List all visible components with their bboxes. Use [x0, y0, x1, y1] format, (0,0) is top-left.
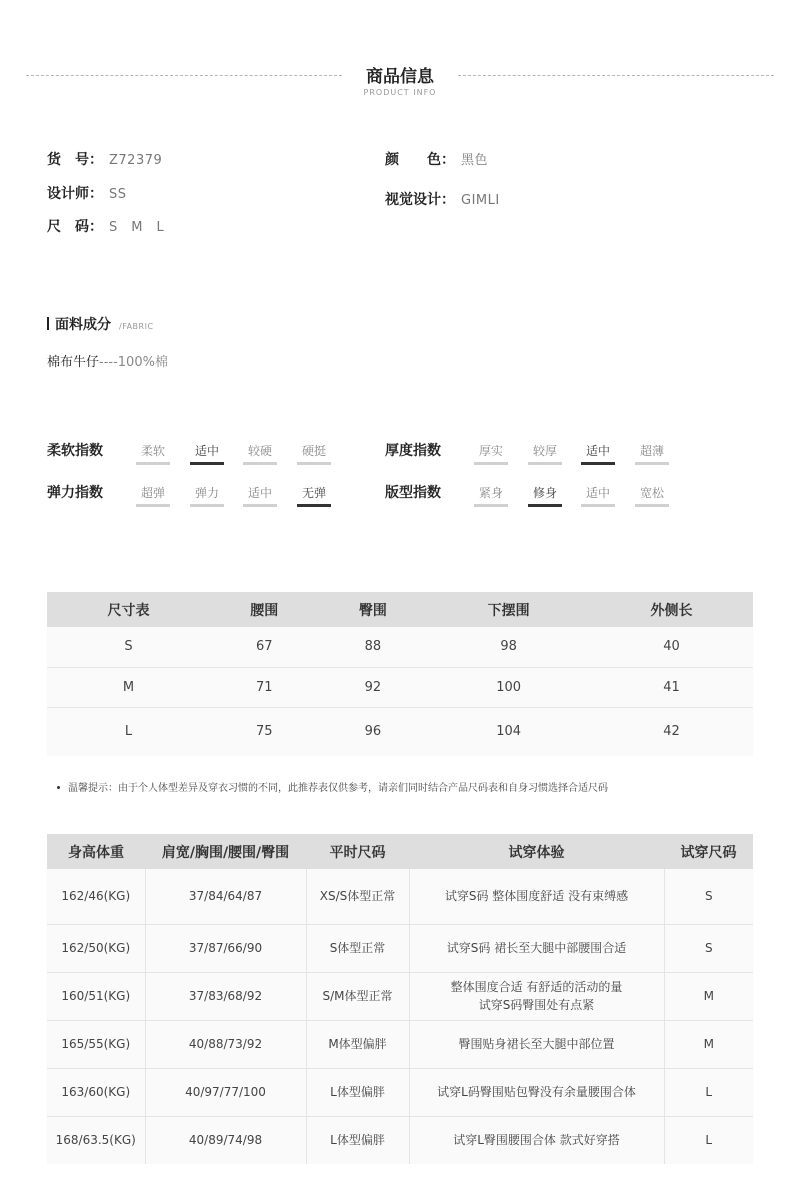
- size-row: [47, 627, 753, 667]
- index-option-label: 较厚: [532, 444, 557, 458]
- index-option: [297, 442, 331, 465]
- index-option: [243, 484, 277, 507]
- table-cell: L: [664, 1116, 753, 1164]
- table-cell: 37/87/66/90: [145, 924, 306, 972]
- column-header: 身高体重: [47, 834, 145, 869]
- index-option-label: 适中: [585, 486, 610, 500]
- index-option-label: 紧身: [478, 486, 503, 500]
- table-cell: 100: [427, 667, 590, 707]
- fitting-row: [47, 1068, 753, 1116]
- index-underline: [474, 462, 508, 465]
- table-cell: 试穿L臀围腰围合体 款式好穿搭: [409, 1116, 664, 1164]
- index-option-label: 弹力: [194, 486, 219, 500]
- info-visual: [385, 189, 500, 209]
- index-underline: [190, 462, 224, 465]
- index-option-selected: [581, 442, 615, 465]
- column-header: 试穿体验: [409, 834, 664, 869]
- index-option-label: 无弹: [301, 486, 326, 500]
- fitting-table: [47, 834, 753, 1164]
- table-cell: L体型偏胖: [306, 1116, 409, 1164]
- table-cell: L体型偏胖: [306, 1068, 409, 1116]
- fabric-dash: ----: [99, 355, 118, 370]
- index-label: 柔软指数: [47, 443, 103, 459]
- table-cell: 98: [427, 627, 590, 667]
- bullet-icon: [57, 786, 60, 789]
- info-value: SS: [109, 187, 127, 202]
- info-color: [385, 149, 488, 169]
- index-underline: [190, 504, 224, 507]
- index-underline: [136, 504, 170, 507]
- index-option: [581, 484, 615, 507]
- index-label: 厚度指数: [385, 443, 441, 459]
- table-cell: 162/50(KG): [47, 924, 145, 972]
- index-underline: [474, 504, 508, 507]
- table-cell: S: [47, 627, 210, 667]
- table-cell: M: [664, 1020, 753, 1068]
- index-underline: [297, 462, 331, 465]
- table-cell: 41: [590, 667, 753, 707]
- table-cell: 40/88/73/92: [145, 1020, 306, 1068]
- table-cell: S: [664, 924, 753, 972]
- fabric-name: 棉布牛仔: [47, 355, 100, 370]
- column-header: 肩宽/胸围/腰围/臀围: [145, 834, 306, 869]
- table-cell: M: [47, 667, 210, 707]
- fitting-table-body: [47, 869, 753, 1164]
- section-header: [0, 62, 790, 102]
- table-cell: 37/83/68/92: [145, 972, 306, 1020]
- index-option-label: 柔软: [140, 444, 165, 458]
- size-row: [47, 707, 753, 756]
- section-subtitle: PRODUCT INFO: [363, 88, 437, 97]
- fitting-row: [47, 924, 753, 972]
- index-option-label: 硬挺: [301, 444, 326, 458]
- info-item-no: [47, 149, 162, 169]
- table-cell: L: [47, 707, 210, 756]
- index-label: 版型指数: [385, 485, 441, 501]
- column-header: 平时尺码: [306, 834, 409, 869]
- info-label: 颜 色：: [385, 152, 455, 168]
- index-underline: [635, 504, 669, 507]
- column-header: 外侧长: [590, 592, 753, 627]
- table-cell: 整体围度合适 有舒适的活动的量 试穿S码臀围处有点紧: [409, 972, 664, 1020]
- table-cell: L: [664, 1068, 753, 1116]
- info-designer: [47, 183, 127, 203]
- index-option-label: 超弹: [140, 486, 165, 500]
- table-cell: S/M体型正常: [306, 972, 409, 1020]
- fabric-title: 面料成分: [55, 317, 111, 333]
- column-header: 臀围: [319, 592, 428, 627]
- fitting-row: [47, 1116, 753, 1164]
- table-cell: M体型偏胖: [306, 1020, 409, 1068]
- table-cell: M: [664, 972, 753, 1020]
- index-option: [474, 484, 508, 507]
- table-cell: 臀围贴身裙长至大腿中部位置: [409, 1020, 664, 1068]
- index-underline: [528, 504, 562, 507]
- table-cell: 试穿L码臀围贴包臀没有余量腰围合体: [409, 1068, 664, 1116]
- index-option-selected: [190, 442, 224, 465]
- index-option-label: 较硬: [247, 444, 272, 458]
- table-cell: 40/97/77/100: [145, 1068, 306, 1116]
- info-size: [47, 216, 164, 236]
- index-underline: [635, 462, 669, 465]
- column-header: 试穿尺码: [664, 834, 753, 869]
- index-option-label: 厚实: [478, 444, 503, 458]
- table-cell: 37/84/64/87: [145, 869, 306, 924]
- table-cell: 71: [210, 667, 319, 707]
- table-cell: 42: [590, 707, 753, 756]
- table-cell: 试穿S码 裙长至大腿中部腰围合适: [409, 924, 664, 972]
- table-cell: 67: [210, 627, 319, 667]
- index-option-label: 适中: [585, 444, 610, 458]
- info-label: 尺 码：: [47, 219, 103, 235]
- index-option-label: 适中: [247, 486, 272, 500]
- table-cell: 163/60(KG): [47, 1068, 145, 1116]
- size-row: [47, 667, 753, 707]
- index-option: [474, 442, 508, 465]
- index-option: [190, 484, 224, 507]
- tip-text: 温馨提示：由于个人体型差异及穿衣习惯的不同，此推荐表仅供参考，请亲们同时结合产品尺码表和自身习惯选择合适尺码: [68, 783, 608, 794]
- section-title: 商品信息: [366, 67, 434, 87]
- table-cell: 40/89/74/98: [145, 1116, 306, 1164]
- fabric-title-en: /FABRIC: [119, 322, 154, 331]
- index-option: [635, 484, 669, 507]
- fitting-row: [47, 1020, 753, 1068]
- index-underline: [243, 504, 277, 507]
- index-underline: [528, 462, 562, 465]
- index-underline: [243, 462, 277, 465]
- size-table-header: [47, 592, 753, 627]
- index-option-label: 适中: [194, 444, 219, 458]
- fabric-composition: [47, 351, 168, 370]
- table-cell: XS/S体型正常: [306, 869, 409, 924]
- info-label: 设计师：: [47, 186, 103, 202]
- info-label: 货 号：: [47, 152, 103, 168]
- table-cell: S: [664, 869, 753, 924]
- table-cell: 88: [319, 627, 428, 667]
- table-cell: 40: [590, 627, 753, 667]
- index-option: [528, 442, 562, 465]
- table-cell: S体型正常: [306, 924, 409, 972]
- table-cell: 试穿S码 整体围度舒适 没有束缚感: [409, 869, 664, 924]
- index-option: [635, 442, 669, 465]
- column-header: 腰围: [210, 592, 319, 627]
- info-value: GIMLI: [461, 193, 500, 208]
- index-option-selected: [297, 484, 331, 507]
- index-label: 弹力指数: [47, 485, 103, 501]
- table-cell: 96: [319, 707, 428, 756]
- index-option: [243, 442, 277, 465]
- index-option: [136, 484, 170, 507]
- index-option-selected: [528, 484, 562, 507]
- table-cell: 75: [210, 707, 319, 756]
- fitting-row: [47, 869, 753, 924]
- table-cell: 160/51(KG): [47, 972, 145, 1020]
- column-header: 下摆围: [427, 592, 590, 627]
- index-option-label: 超薄: [639, 444, 664, 458]
- info-value: Z72379: [109, 153, 163, 168]
- size-table-body: [47, 627, 753, 756]
- index-option-label: 宽松: [639, 486, 664, 500]
- index-underline: [581, 504, 615, 507]
- table-cell: 162/46(KG): [47, 869, 145, 924]
- column-header: 尺寸表: [47, 592, 210, 627]
- info-label: 视觉设计：: [385, 192, 455, 208]
- fabric-heading: [47, 314, 154, 334]
- fitting-table-header: [47, 834, 753, 869]
- info-value: 黑色: [461, 153, 489, 168]
- index-underline: [581, 462, 615, 465]
- table-cell: 104: [427, 707, 590, 756]
- info-value: S M L: [109, 220, 165, 235]
- table-cell: 92: [319, 667, 428, 707]
- index-option: [136, 442, 170, 465]
- table-cell: 168/63.5(KG): [47, 1116, 145, 1164]
- size-tip: [57, 779, 608, 794]
- heading-bar: [47, 317, 49, 330]
- index-option-label: 修身: [532, 486, 557, 500]
- table-cell: 165/55(KG): [47, 1020, 145, 1068]
- fabric-content: 100%棉: [117, 355, 168, 370]
- index-underline: [297, 504, 331, 507]
- index-underline: [136, 462, 170, 465]
- size-table: [47, 592, 753, 756]
- fitting-row: [47, 972, 753, 1020]
